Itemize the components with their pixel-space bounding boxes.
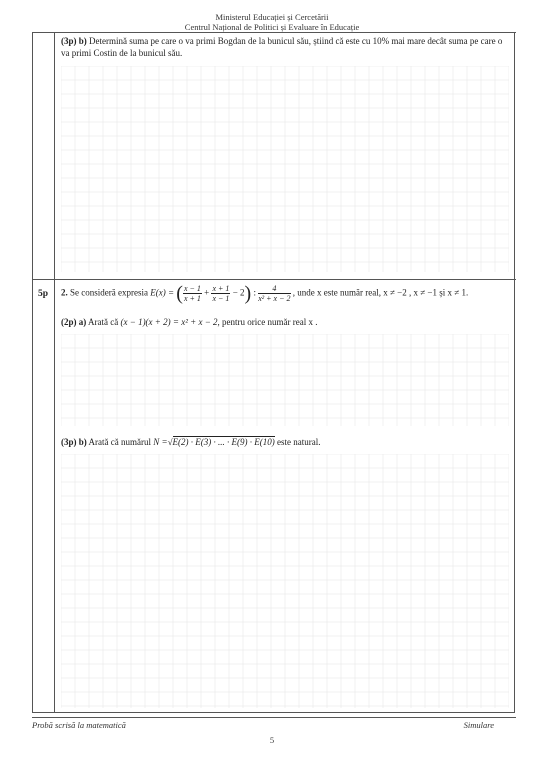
expression-lhs: E(x) =	[150, 287, 175, 298]
problem-2b-text-after: este natural.	[277, 437, 321, 447]
fraction-1: $\frac{x - 1}{x + 1}$	[183, 284, 201, 303]
points-label: 5p	[37, 289, 49, 299]
close-paren: )	[244, 282, 252, 305]
sqrt-sign: √	[167, 437, 173, 447]
open-paren: (	[176, 282, 183, 305]
answer-grid-2a[interactable]	[61, 334, 509, 426]
page-number: 5	[269, 735, 275, 745]
n-equals: N =	[153, 437, 168, 447]
problem-2a-formula: (x − 1)(x + 2) = x² + x − 2	[120, 317, 218, 327]
row-divider	[32, 279, 516, 280]
problem-2-number: 2.	[61, 287, 68, 298]
problem-1b	[61, 35, 511, 59]
footer-rule	[32, 717, 516, 718]
fraction-2: $\frac{x + 1}{x - 1}$	[212, 284, 230, 303]
answer-grid-1b[interactable]	[61, 66, 509, 272]
problem-2a	[61, 316, 318, 328]
footer-subject: Probă scrisă la matematică	[32, 720, 126, 730]
problem-2a-label: (2p) a)	[61, 317, 87, 327]
division-colon: :	[253, 287, 256, 298]
footer-exam-type: Simulare	[463, 720, 494, 730]
problem-2-statement: 2. Se consideră expresia E(x) = ( $\frac{x - 1}{x + 1}$ + $\frac{x + 1}{x - 1}$ − 2) : $\frac{4}{\text{x² + x − 2}}$ , unde x este număr real, x ≠ −2 , x ≠ −1 și x ≠ 1.	[61, 282, 469, 305]
problem-2a-text-before: Arată că	[88, 317, 119, 327]
radicand: E(2) · E(3) · ... · E(9) · E(10)	[172, 437, 275, 447]
expression-conditions: , unde x este număr real, x ≠ −2 , x ≠ −1 și x ≠ 1.	[292, 287, 469, 298]
header-center: Centrul Național de Politici și Evaluare în Educație	[184, 22, 360, 32]
minus-two: − 2	[232, 287, 245, 298]
points-column-divider	[54, 32, 55, 713]
fraction-3: $\frac{4}{\text{x² + x − 2}}$	[258, 284, 291, 303]
header-ministry: Ministerul Educației și Cercetării	[215, 12, 329, 22]
problem-2b-text-before: Arată că numărul	[88, 437, 151, 447]
problem-2a-text-after: , pentru orice număr real x .	[217, 317, 318, 327]
problem-2b-label: (3p) b)	[61, 437, 87, 447]
answer-grid-2b[interactable]	[61, 454, 509, 708]
problem-1b-label: (3p) b)	[61, 36, 87, 46]
problem-2b	[61, 436, 320, 448]
problem-2-intro: Se consideră expresia	[70, 287, 148, 298]
problem-1b-text: Determină suma pe care o va primi Bogdan de la bunicul său, știind că este cu 10% mai mare decât suma pe care o va primi Costin de la bunicul său.	[61, 36, 503, 58]
